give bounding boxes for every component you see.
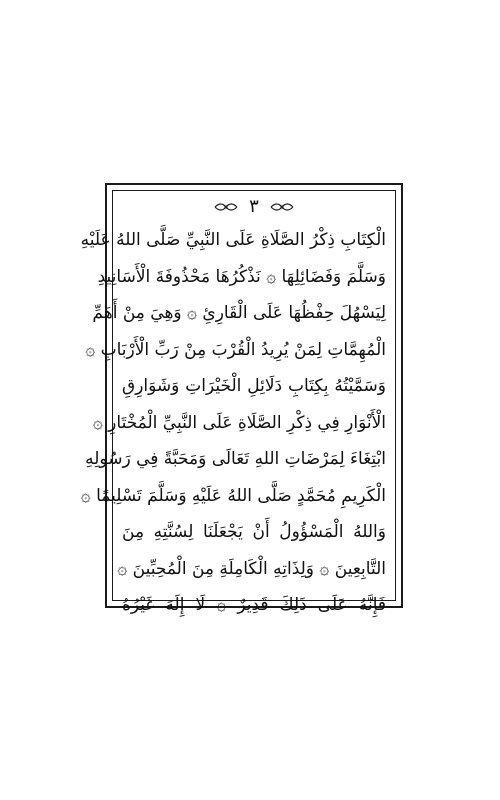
text-line: لِيَسْهُلَ حِفْظُهَا عَلَى الْقَارِئِ ۞ وَهِيَ مِنْ أَهَمِّ [92,303,386,323]
text-line: الْكِتَابِ ذِكْرُ الصَّلَاةِ عَلَى النَّبِيِّ صَلَّى اللهُ عَلَيْهِ [80,230,386,250]
text-line: وَسَلَّمَ وَفَضَائِلِهَا ۞ نَذْكُرُهَا مَحْذُوفَةَ الْأَسَانِيدِ [97,266,386,287]
page-number: ٣ [249,196,259,217]
text-line: ابْتِغَاءَ لِمَرْضَاتِ اللهِ تَعَالَى وَمَحَبَّةً فِي رَسُولِهِ [85,449,386,469]
text-line: الْأَنْوَارِ فِي ذِكْرِ الصَّلَاةِ عَلَى النَّبِيِّ الْمُخْتَارِ ۞ [92,412,386,433]
text-block [80,222,386,624]
left-ornament-icon [213,201,239,213]
right-ornament-icon [269,201,295,213]
text-line: الْكَرِيمِ مُحَمَّدٍ صَلَّى اللهُ عَلَيْهِ وَسَلَّمَ تَسْلِيمًا ۞ [80,485,386,506]
text-line: التَّابِعِينَ ۞ وَلِذَاتِهِ الْكَامِلَةِ مِنَ الْمُحِبِّينَ ۞ [117,558,386,579]
page-header [112,193,396,221]
text-line: الْمُهِمَّاتِ لِمَنْ يُرِيدُ الْقُرْبَ مِنْ رَبِّ الْأَرْبَابِ ۞ [85,339,386,360]
text-line: فَإِنَّهُ عَلَى ذَلِكَ قَدِيرٌ ۞ لَا إِلَهَ غَيْرُهُ [122,595,386,615]
text-line: وَاللهُ الْمَسْؤُولُ أَنْ يَجْعَلَنَا لِسُنَّتِهِ مِنَ [122,522,386,542]
text-line: وَسَمَّيْتُهُ بِكِتَابِ دَلَائِلِ الْخَيْرَاتِ وَشَوَارِقِ [122,376,386,396]
